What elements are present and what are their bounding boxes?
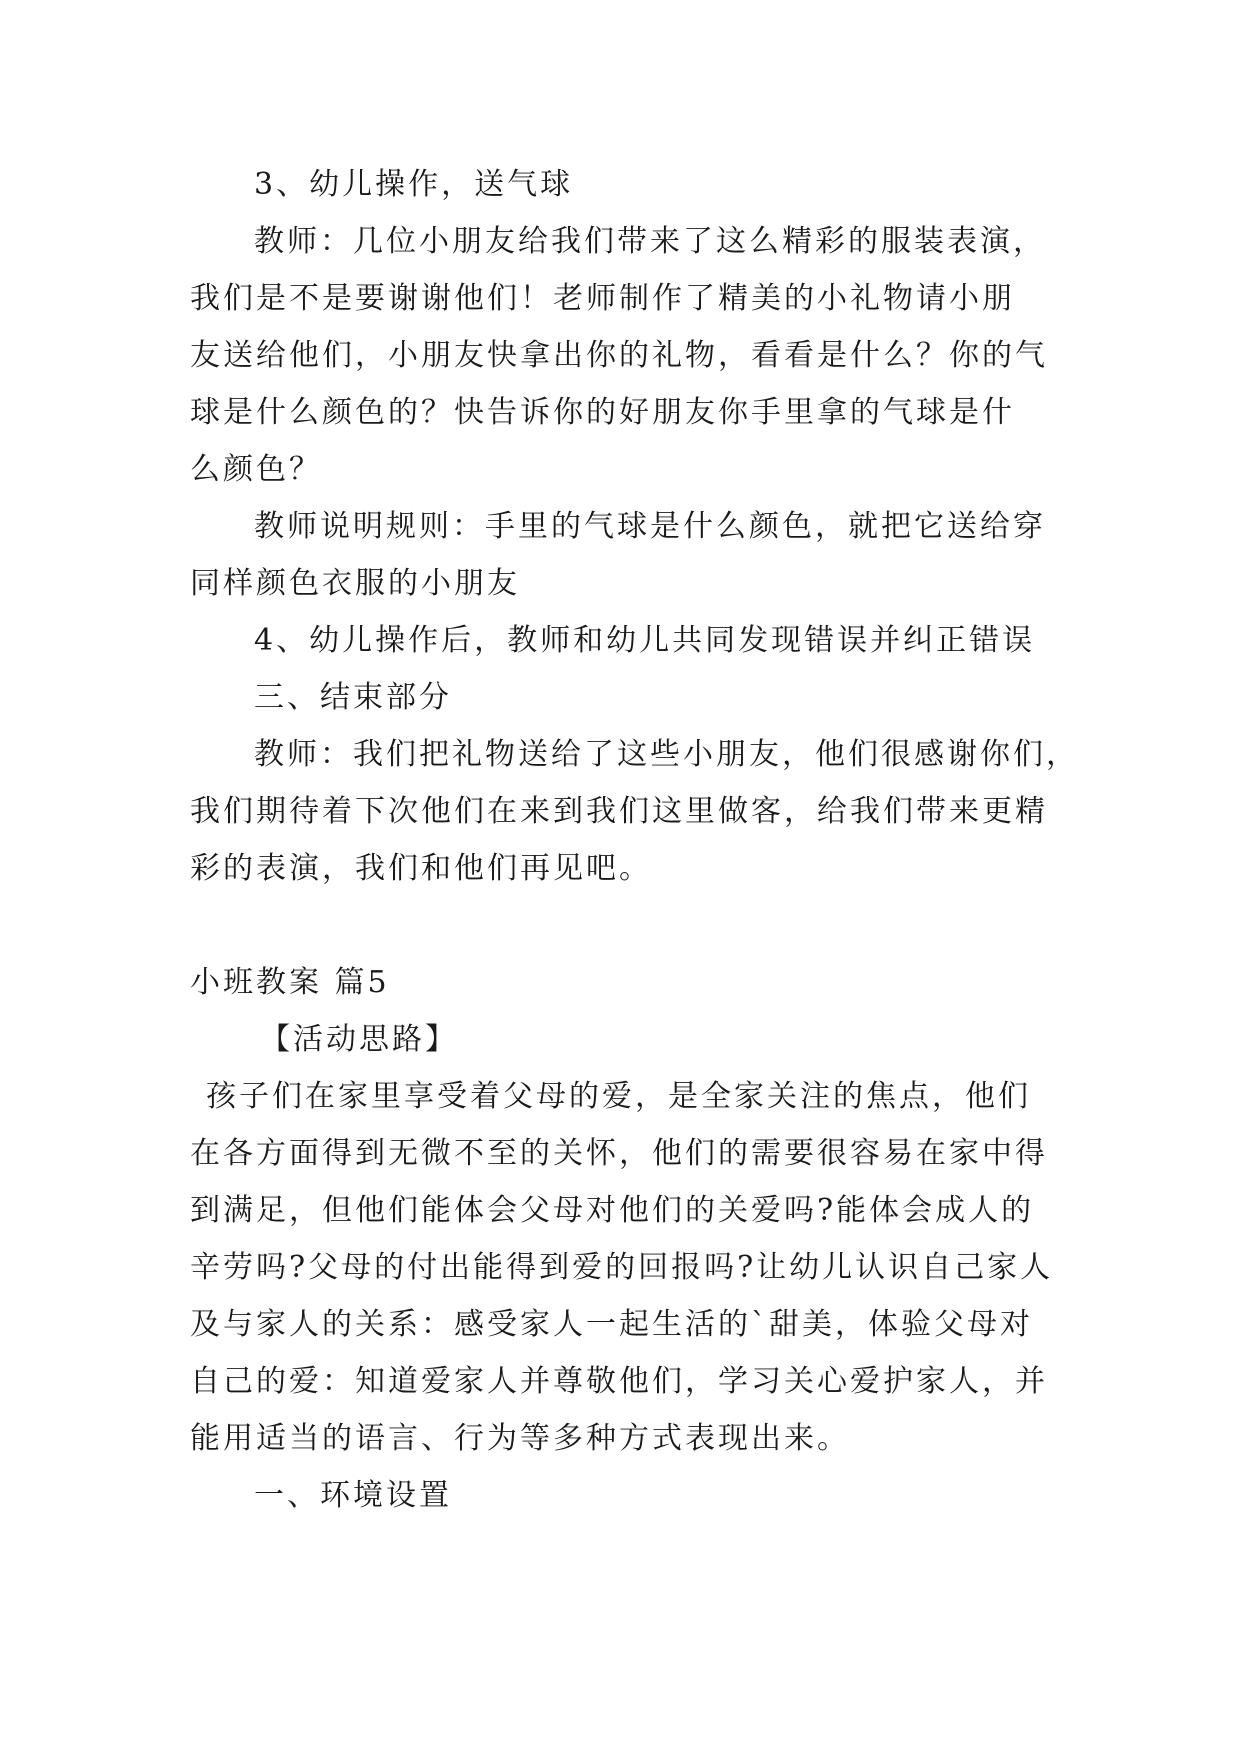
paragraph-line: 教师：我们把礼物送给了这些小朋友，他们很感谢你们， — [254, 737, 1079, 772]
paragraph-line: 自己的爱：知道爱家人并尊敬他们，学习关心爱护家人，并 — [190, 1364, 1048, 1399]
paragraph-line: 友送给他们，小朋友快拿出你的礼物，看看是什么？你的气 — [190, 338, 1048, 373]
section-heading: 【活动思路】 — [260, 1022, 458, 1057]
step-3-heading: 3、幼儿操作，送气球 — [254, 167, 574, 202]
lesson-title: 小班教案 篇5 — [190, 965, 390, 1000]
section-heading: 一、环境设置 — [254, 1478, 452, 1513]
paragraph-line: 及与家人的关系：感受家人一起生活的`甜美，体验父母对 — [190, 1307, 1033, 1342]
paragraph-line: 我们是不是要谢谢他们！老师制作了精美的小礼物请小朋 — [190, 281, 1015, 316]
paragraph-line: 孩子们在家里享受着父母的爱，是全家关注的焦点，他们 — [206, 1079, 1031, 1114]
paragraph-line: 到满足，但他们能体会父母对他们的关爱吗?能体会成人的 — [190, 1193, 1035, 1228]
paragraph-line: 彩的表演，我们和他们再见吧。 — [190, 851, 652, 886]
paragraph-line: 教师说明规则：手里的气球是什么颜色，就把它送给穿 — [254, 509, 1046, 544]
step-4-heading: 4、幼儿操作后，教师和幼儿共同发现错误并纠正错误 — [254, 623, 1036, 658]
paragraph-line: 辛劳吗?父母的付出能得到爱的回报吗?让幼儿认识自己家人 — [190, 1250, 1054, 1285]
paragraph-line: 同样颜色衣服的小朋友 — [190, 566, 520, 601]
section-heading: 三、结束部分 — [254, 680, 452, 715]
paragraph-line: 能用适当的语言、行为等多种方式表现出来。 — [190, 1421, 850, 1456]
paragraph-line: 么颜色？ — [190, 452, 322, 487]
paragraph-line: 教师：几位小朋友给我们带来了这么精彩的服装表演， — [254, 224, 1046, 259]
paragraph-line: 我们期待着下次他们在来到我们这里做客，给我们带来更精 — [190, 794, 1048, 829]
paragraph-line: 球是什么颜色的？快告诉你的好朋友你手里拿的气球是什 — [190, 395, 1015, 430]
paragraph-line: 在各方面得到无微不至的关怀，他们的需要很容易在家中得 — [190, 1136, 1048, 1171]
